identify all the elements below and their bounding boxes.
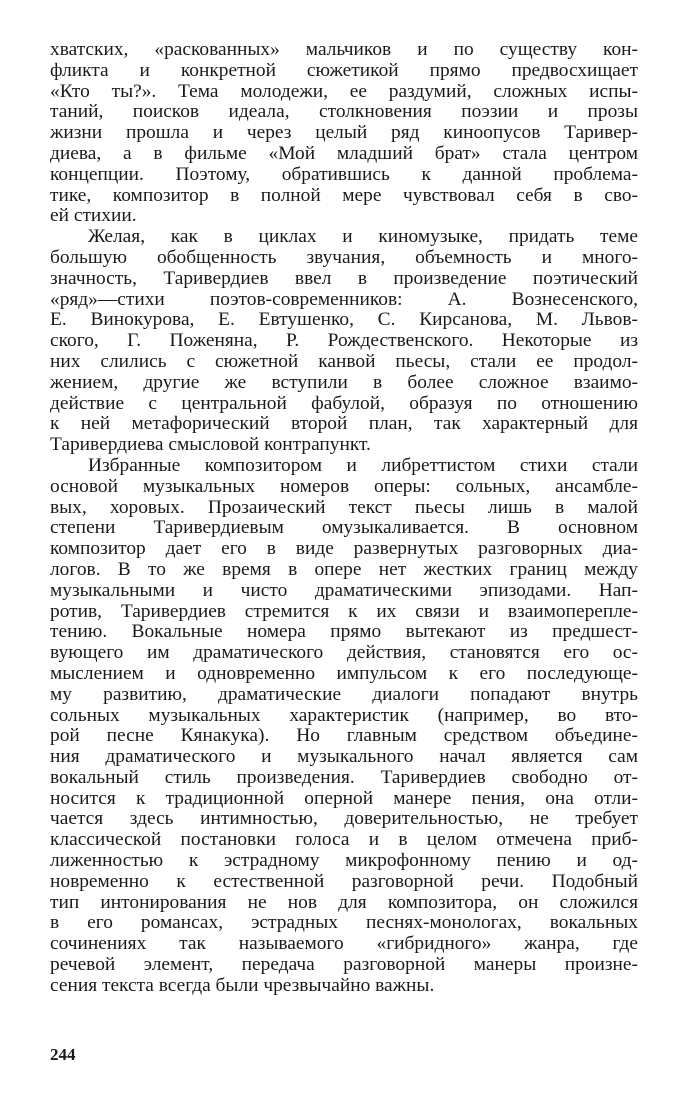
text-line: ского, Г. Поженяна, Р. Рождественского. Некоторые из [50, 331, 638, 352]
text-line: ния драматического и музыкального начал является сам [50, 747, 638, 768]
page-number: 244 [50, 1045, 76, 1064]
text-line: носится к традиционной оперной манере пения, она отли- [50, 788, 638, 809]
text-line: большую обобщенность звучания, объемность и много- [50, 247, 638, 268]
text-line: к ней метафорический второй план, так характерный для [50, 414, 638, 435]
text-line: музыкальными и чисто драматическими эпизодами. Нап- [50, 580, 638, 601]
text-line: мыслением и одновременно импульсом к его последующе- [50, 663, 638, 684]
text-line: му развитию, драматические диалоги попадают внутрь [50, 684, 638, 705]
text-line: чается здесь интимностью, доверительностью, не требует [50, 809, 638, 830]
text-line: тике, композитор в полной мере чувствовал себя в сво- [50, 185, 638, 206]
text-line: тип интонирования не нов для композитора, он сложился [50, 892, 638, 913]
paragraph-2 [50, 227, 638, 456]
page-body [50, 40, 638, 1080]
text-line: действие с центральной фабулой, образуя по отношению [50, 393, 638, 414]
text-line: вокальный стиль произведения. Таривердиев свободно от- [50, 767, 638, 788]
text-line: Желая, как в циклах и киномузыке, придать теме [88, 227, 638, 248]
text-line: речевой элемент, передача разговорной манеры произне- [50, 955, 638, 976]
text-line: них слились с сюжетной канвой пьесы, стали ее продол- [50, 351, 638, 372]
text-line: жизни прошла и через целый ряд кинoопусов Таривер- [50, 123, 638, 144]
text-line: концепции. Поэтому, обратившись к данной проблема- [50, 164, 638, 185]
paragraph-1 [50, 40, 638, 227]
text-line: таний, поисков идеала, столкновения поэзии и прозы [50, 102, 638, 123]
text-line: фликта и конкретной сюжетикой прямо предвосхищает [50, 60, 638, 81]
text-line: хватских, «раскованных» мальчиков и по существу кон- [50, 40, 638, 60]
text-line: тению. Вокальные номера прямо вытекают из предшест- [50, 622, 638, 643]
paragraph-3 [50, 456, 638, 997]
text-line: композитор дает его в виде развернутых разговорных диа- [50, 539, 638, 560]
text-line: сочинениях так называемого «гибридного» жанра, где [50, 934, 638, 955]
text-line: классической постановки голоса и в целом отмечена приб- [50, 830, 638, 851]
text-line: вых, хоровых. Прозаический текст пьесы лишь в малой [50, 497, 638, 518]
text-line: ей стихии. [50, 206, 137, 227]
text-line: жением, другие же вступили в более сложное взаимо- [50, 372, 638, 393]
text-line: «Кто ты?». Тема молодежи, ее раздумий, сложных испы- [50, 81, 638, 102]
text-line: вующего им драматического действия, становятся его ос- [50, 643, 638, 664]
text-line: Избранные композитором и либреттистом стихи стали [88, 455, 638, 476]
text-line: степени Таривердиевым омузыкаливается. В основном [50, 518, 638, 539]
text-line: ротив, Таривердиев стремится к их связи и взаимопереплe- [50, 601, 638, 622]
text-line: логов. В то же время в опере нет жестких границ между [50, 559, 638, 580]
text-line: новременно к естественной разговорной речи. Подобный [50, 871, 638, 892]
text-line: Е. Винокурова, Е. Евтушенко, С. Кирсанова, М. Львов- [50, 310, 638, 331]
text-line: лиженностью к эстрадному микрофонному пению и од- [50, 851, 638, 872]
text-line: «ряд»—стихи поэтов-современников: А. Вознесенского, [50, 289, 638, 310]
text-line: основой музыкальных номеров оперы: сольных, ансамбле- [50, 476, 638, 497]
text-line: диева, а в фильме «Мой младший брат» стала центром [50, 143, 638, 164]
text-line: в его романсах, эстрадных песнях-монологах, вокальных [50, 913, 638, 934]
text-line: рой песне Кянакука). Но главным средством объедине- [50, 726, 638, 747]
text-line: сольных музыкальных характеристик (например, во вто- [50, 705, 638, 726]
text-line: Таривердиева смысловой контрапункт. [50, 435, 371, 456]
text-line: сения текста всегда были чрезвычайно важны. [50, 975, 435, 996]
text-line: значность, Таривердиев ввел в произведение поэтический [50, 268, 638, 289]
